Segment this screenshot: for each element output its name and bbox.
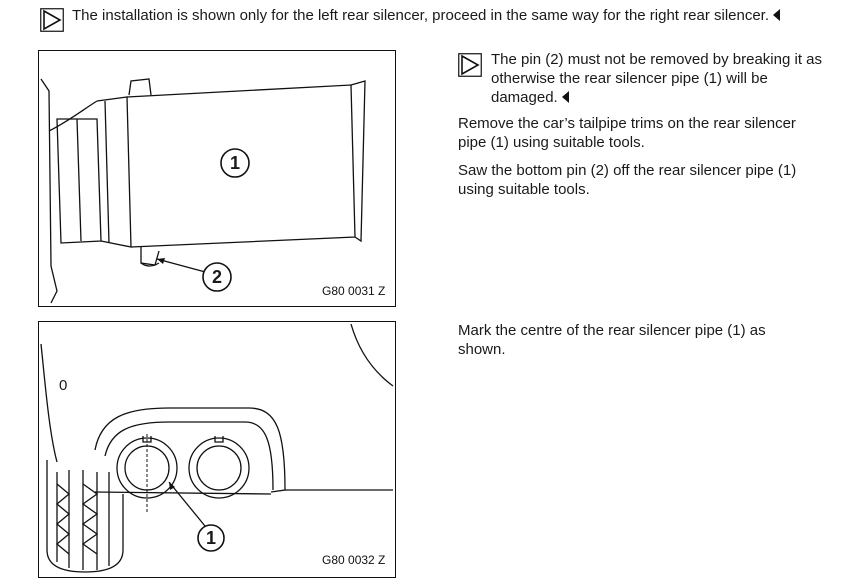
callout-2: 2 bbox=[211, 267, 222, 287]
figure-silencer-pin bbox=[38, 50, 396, 307]
intro-note-text: The installation is shown only for the left rear silencer, proceed in the same way for the right rear silencer. bbox=[72, 7, 770, 24]
intro-note bbox=[72, 6, 862, 25]
side-mark: 0 bbox=[59, 377, 68, 394]
callout-1: 1 bbox=[229, 153, 240, 173]
instruction-mark-centre: Mark the centre of the rear silencer pipe (1) as shown. bbox=[458, 322, 766, 358]
note-triangle-icon bbox=[458, 53, 482, 77]
note-triangle-icon bbox=[40, 8, 64, 32]
warning-text: The pin (2) must not be removed by breaking it as otherwise the rear silencer pipe (1) will be damaged. bbox=[491, 51, 822, 106]
end-of-note-marker-icon bbox=[562, 91, 569, 103]
end-of-note-marker-icon bbox=[773, 9, 780, 21]
figure-code: G80 0031 Z bbox=[322, 284, 386, 298]
callout-1: 1 bbox=[205, 528, 216, 548]
instruction-remove-trims: Remove the car’s tailpipe trims on the rear silencer pipe (1) using suitable tools. bbox=[458, 115, 796, 151]
figure-code: G80 0032 Z bbox=[322, 553, 386, 567]
figure-mark-centre bbox=[38, 321, 396, 578]
warning-note bbox=[491, 50, 826, 107]
instruction-saw-pin: Saw the bottom pin (2) off the rear silencer pipe (1) using suitable tools. bbox=[458, 162, 797, 198]
